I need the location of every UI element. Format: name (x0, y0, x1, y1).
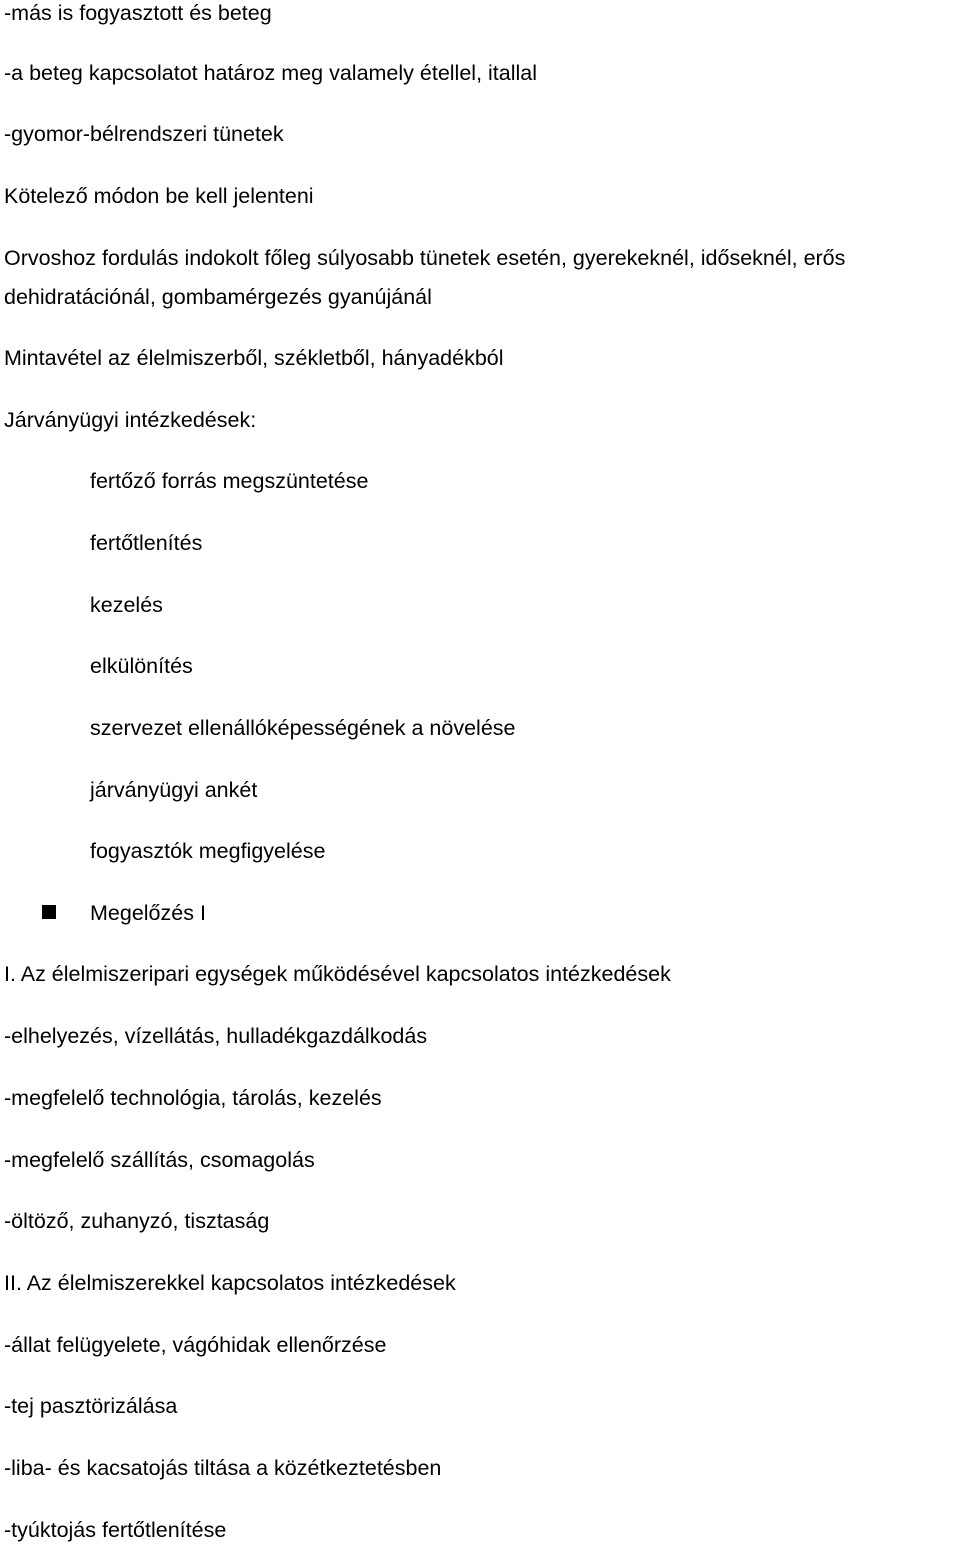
measure-item: kezelés (90, 593, 163, 617)
text-line: Kötelező módon be kell jelenteni (4, 184, 314, 208)
text-line: -a beteg kapcsolatot határoz meg valamely étellel, itallal (4, 61, 538, 85)
text-line: -gyomor-bélrendszeri tünetek (4, 122, 284, 146)
text-line: -más is fogyasztott és beteg (4, 1, 272, 25)
text-line: dehidratációnál, gombamérgezés gyanújánál (4, 285, 432, 309)
section-title: II. Az élelmiszerekkel kapcsolatos intézkedések (4, 1271, 456, 1295)
bullet-heading: Megelőzés I (90, 901, 206, 925)
measure-item: fertőző forrás megszüntetése (90, 469, 369, 493)
list-item: -öltöző, zuhanyzó, tisztaság (4, 1209, 270, 1233)
list-item: -elhelyezés, vízellátás, hulladékgazdálkodás (4, 1024, 428, 1048)
measure-item: elkülönítés (90, 654, 193, 678)
measure-item: fogyasztók megfigyelése (90, 839, 326, 863)
list-item: -tyúktojás fertőtlenítése (4, 1518, 227, 1542)
text-line: Orvoshoz fordulás indokolt főleg súlyosabb tünetek esetén, gyerekeknél, időseknél, erős (4, 246, 846, 270)
section-title: I. Az élelmiszeripari egységek működésével kapcsolatos intézkedések (4, 962, 671, 986)
measure-item: fertőtlenítés (90, 531, 203, 555)
square-bullet-icon (42, 905, 56, 919)
text-line: Mintavétel az élelmiszerből, székletből, hányadékból (4, 346, 504, 370)
section-heading: Járványügyi intézkedések: (4, 408, 257, 432)
list-item: -tej pasztörizálása (4, 1394, 178, 1418)
list-item: -állat felügyelete, vágóhidak ellenőrzése (4, 1333, 387, 1357)
list-item: -megfelelő technológia, tárolás, kezelés (4, 1086, 382, 1110)
measure-item: szervezet ellenállóképességének a növelése (90, 716, 516, 740)
list-item: -liba- és kacsatojás tiltása a közétkeztetésben (4, 1456, 442, 1480)
list-item: -megfelelő szállítás, csomagolás (4, 1148, 315, 1172)
measure-item: járványügyi ankét (90, 778, 258, 802)
